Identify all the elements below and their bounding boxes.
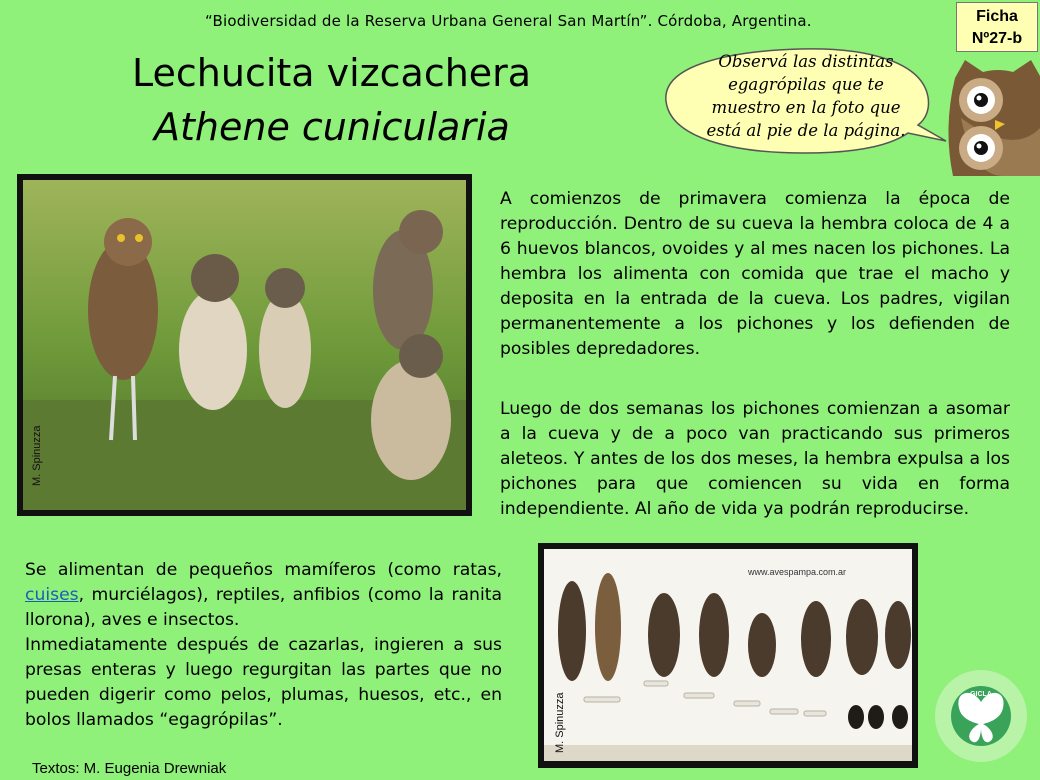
texts-credit: Textos: M. Eugenia Drewniak bbox=[32, 760, 227, 777]
bubble-line-1: Observá las distintas bbox=[718, 52, 894, 71]
gicla-acronym: GICLA bbox=[970, 691, 992, 698]
owl-mascot-icon bbox=[943, 58, 1040, 176]
ficha-badge bbox=[956, 2, 1038, 52]
reproduction-paragraph: A comienzos de primavera comienza la época de reproducción. Dentro de su cueva la hembra coloca de 4 a 6 huevos blancos, ovoides y al mes nacen los pichones. La hembra los alimenta con comida que trae el macho y deposita en la entrada de la cueva. Los padres, vigilan permanentemente a los pichones y los defienden de posibles depredadores. bbox=[500, 189, 1010, 359]
pellets-text: Inmediatamente después de cazarlas, ingieren a sus presas enteras y luego regurgitan las partes que no pueden digerir como pelos, plumas, huesos, etc., en bolos llamados “egagrópilas”. bbox=[25, 635, 502, 730]
bubble-line-2: egagrópilas que te bbox=[728, 75, 884, 94]
project-header: “Biodiversidad de la Reserva Urbana General San Martín”. Córdoba, Argentina. bbox=[205, 12, 812, 30]
diet-paragraph bbox=[25, 558, 502, 733]
ficha-number: Nº27-b bbox=[971, 30, 1023, 47]
gicla-logo-icon bbox=[933, 668, 1029, 764]
diet-text-end: , murciélagos), reptiles, anfibios (como la ranita llorona), aves e insectos. bbox=[25, 585, 502, 630]
burrowing-owls-photo bbox=[17, 174, 472, 516]
scientific-name-title: Athene cunicularia bbox=[154, 105, 510, 149]
bubble-text bbox=[688, 50, 924, 142]
pellets-photo-credit: M. Spinuzza bbox=[554, 692, 566, 753]
pellets-photo-image bbox=[544, 549, 912, 761]
common-name-title: Lechucita vizcachera bbox=[132, 51, 532, 95]
bubble-line-3: muestro en la foto que bbox=[711, 98, 901, 117]
owls-photo-image bbox=[23, 180, 466, 510]
growth-paragraph: Luego de dos semanas los pichones comienzan a asomar a la cueva y de a poco van practicando sus primeros aleteos. Y antes de los dos meses, la hembra expulsa a los pichones para que comiencen su vida en forma independiente. Al año de vida ya podrán reproducirse. bbox=[500, 399, 1010, 519]
bubble-line-4: está al pie de la página. bbox=[706, 121, 906, 140]
diet-text-start: Se alimentan de pequeños mamíferos (como ratas, bbox=[25, 560, 502, 580]
ficha-label: Ficha bbox=[976, 8, 1018, 25]
cuises-link[interactable]: cuises bbox=[25, 585, 79, 605]
pellets-photo bbox=[538, 543, 918, 768]
owls-photo-credit: M. Spinuzza bbox=[31, 425, 43, 486]
pellets-photo-url: www.avespampa.com.ar bbox=[747, 567, 846, 577]
